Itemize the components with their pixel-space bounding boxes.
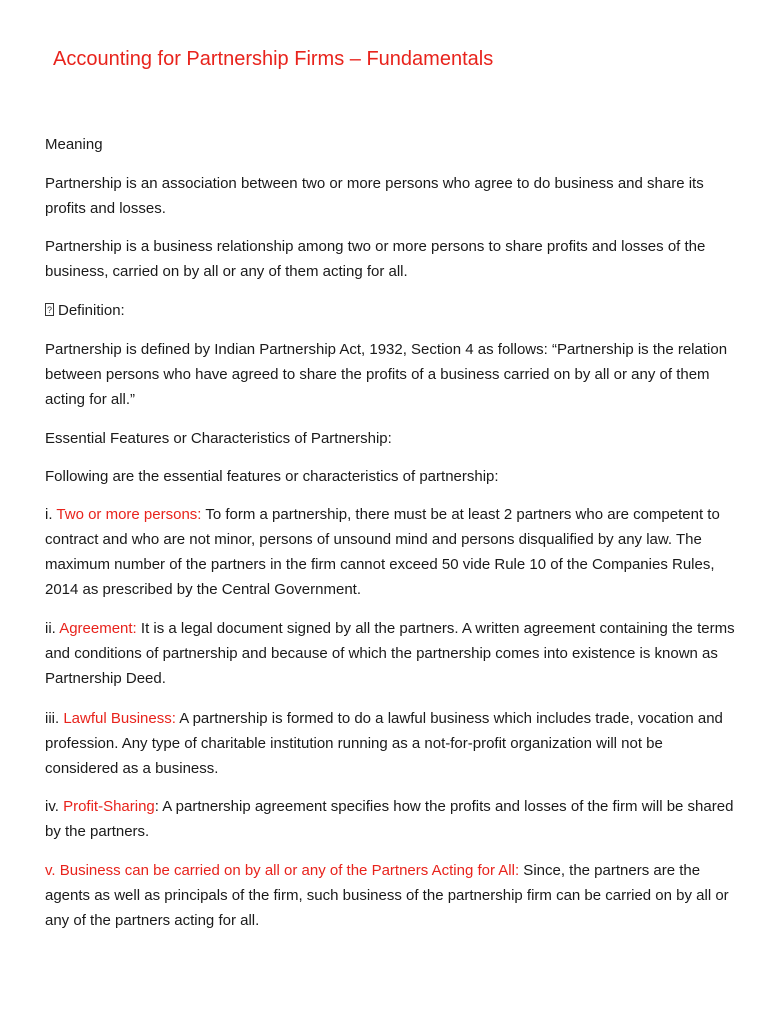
- features-heading: Essential Features or Characteristics of Partnership:: [45, 430, 392, 447]
- missing-glyph-icon: [45, 303, 54, 316]
- feature-number: i.: [45, 506, 57, 523]
- definition-heading: Definition:: [58, 302, 125, 319]
- feature-number: iii.: [45, 710, 64, 727]
- feature-label: Lawful Business:: [63, 710, 176, 727]
- feature-text: It is a legal document signed by all the partners. A written agreement containing the terms and conditions of partnership and because of which the partnership comes into existence is known as Partnership Deed.: [45, 620, 735, 687]
- feature-item-5: [45, 858, 735, 933]
- feature-label: Two or more persons:: [56, 506, 202, 523]
- meaning-heading: Meaning: [45, 136, 103, 153]
- feature-text: A partnership is formed to do a lawful business which includes trade, vocation and profession. Any type of charitable institution running as a not-for-profit organization will not be considered as a business.: [45, 710, 723, 777]
- meaning-paragraph-2: Partnership is a business relationship among two or more persons to share profits and losses of the business, carried on by all or any of them acting for all.: [45, 238, 706, 280]
- feature-text: : A partnership agreement specifies how the profits and losses of the firm will be shared by the partners.: [45, 798, 734, 840]
- feature-text: Since, the partners are the agents as well as principals of the firm, such business of the partnership firm can be carried on by all or any of the partners acting for all.: [45, 862, 729, 929]
- feature-label: v. Business can be carried on by all or any of the Partners Acting for All:: [45, 862, 520, 879]
- meaning-paragraph-1: Partnership is an association between two or more persons who agree to do business and share its profits and losses.: [45, 175, 704, 217]
- feature-number: iv.: [45, 798, 64, 815]
- feature-text: To form a partnership, there must be at least 2 partners who are competent to contract and who are not minor, persons of unsound mind and persons disqualified by any law. The maximum number of the partners in the firm cannot exceed 50 vide Rule 10 of the Companies Rules, 2014 as prescribed by the Central Government.: [45, 506, 720, 598]
- feature-item-3: [45, 706, 735, 781]
- feature-label: Agreement:: [59, 620, 137, 637]
- feature-item-4: [45, 794, 735, 844]
- feature-item-2: [45, 616, 735, 691]
- document-title: Accounting for Partnership Firms – Fundamentals: [53, 48, 494, 70]
- definition-heading-line: [45, 298, 735, 323]
- feature-item-1: [45, 502, 735, 602]
- definition-text: Partnership is defined by Indian Partnership Act, 1932, Section 4 as follows: “Partnership is the relation between persons who have agreed to share the profits of a business carried on by all or any of them acting for all.”: [45, 341, 728, 408]
- feature-number: ii.: [45, 620, 60, 637]
- features-intro: Following are the essential features or characteristics of partnership:: [45, 468, 499, 485]
- feature-label: Profit-Sharing: [63, 798, 155, 815]
